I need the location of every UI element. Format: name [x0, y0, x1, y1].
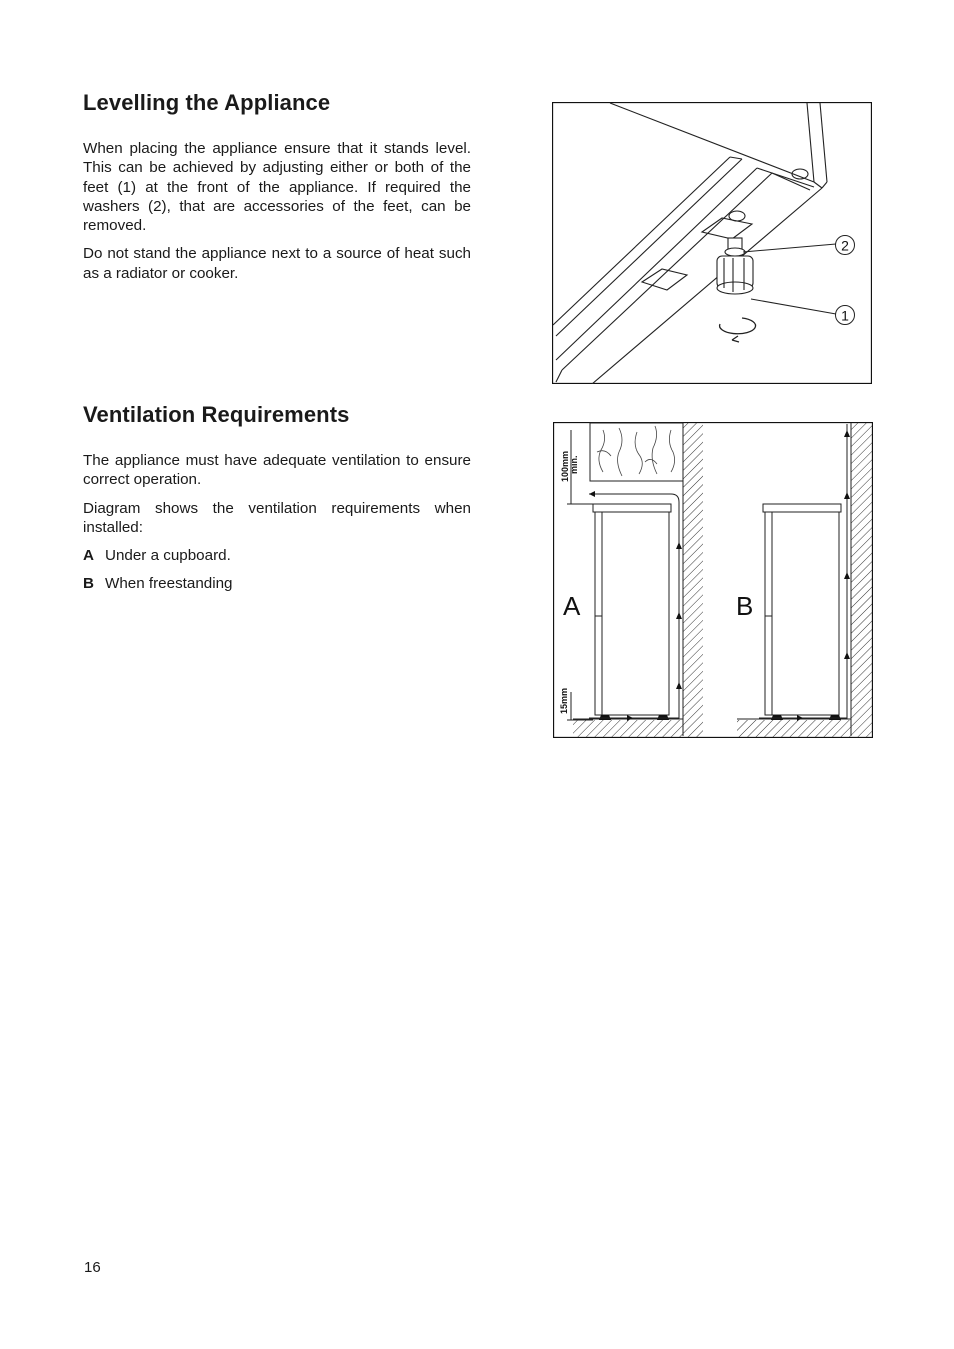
list-text-b: When freestanding: [105, 575, 233, 593]
label-a: A: [563, 591, 581, 621]
list-item-a: [83, 546, 471, 565]
ventilation-figure: [553, 422, 873, 738]
list-key-a: A: [83, 547, 94, 565]
ventilation-paragraph-2: Diagram shows the ventilation requirements when installed:: [83, 499, 471, 536]
levelling-heading: Levelling the Appliance: [83, 90, 331, 115]
ventilation-text: [83, 451, 471, 603]
callout-washer: 2: [841, 237, 849, 254]
callout-foot: 1: [841, 307, 849, 324]
list-key-b: B: [83, 575, 94, 593]
list-text-a: Under a cupboard.: [105, 547, 231, 565]
dim-15mm: 15mm: [559, 687, 569, 714]
page-number: 16: [84, 1259, 101, 1276]
dim-100mm: 100mm: [560, 450, 570, 482]
ventilation-paragraph-1: The appliance must have adequate ventilation to ensure correct operation.: [83, 452, 471, 489]
levelling-text: [83, 139, 471, 292]
levelling-paragraph-2: Do not stand the appliance next to a source of heat such as a radiator or cooker.: [83, 245, 471, 282]
list-item-b: [83, 574, 471, 593]
label-b: B: [736, 591, 754, 621]
ventilation-heading: Ventilation Requirements: [83, 402, 350, 427]
dim-min: min.: [569, 455, 579, 474]
levelling-figure: [552, 102, 872, 384]
levelling-paragraph-1: When placing the appliance ensure that it stands level. This can be achieved by adjusting either or both of the feet (1) at the front of the appliance. If required the washers (2), that are accessories of the feet, can be removed.: [83, 140, 471, 235]
